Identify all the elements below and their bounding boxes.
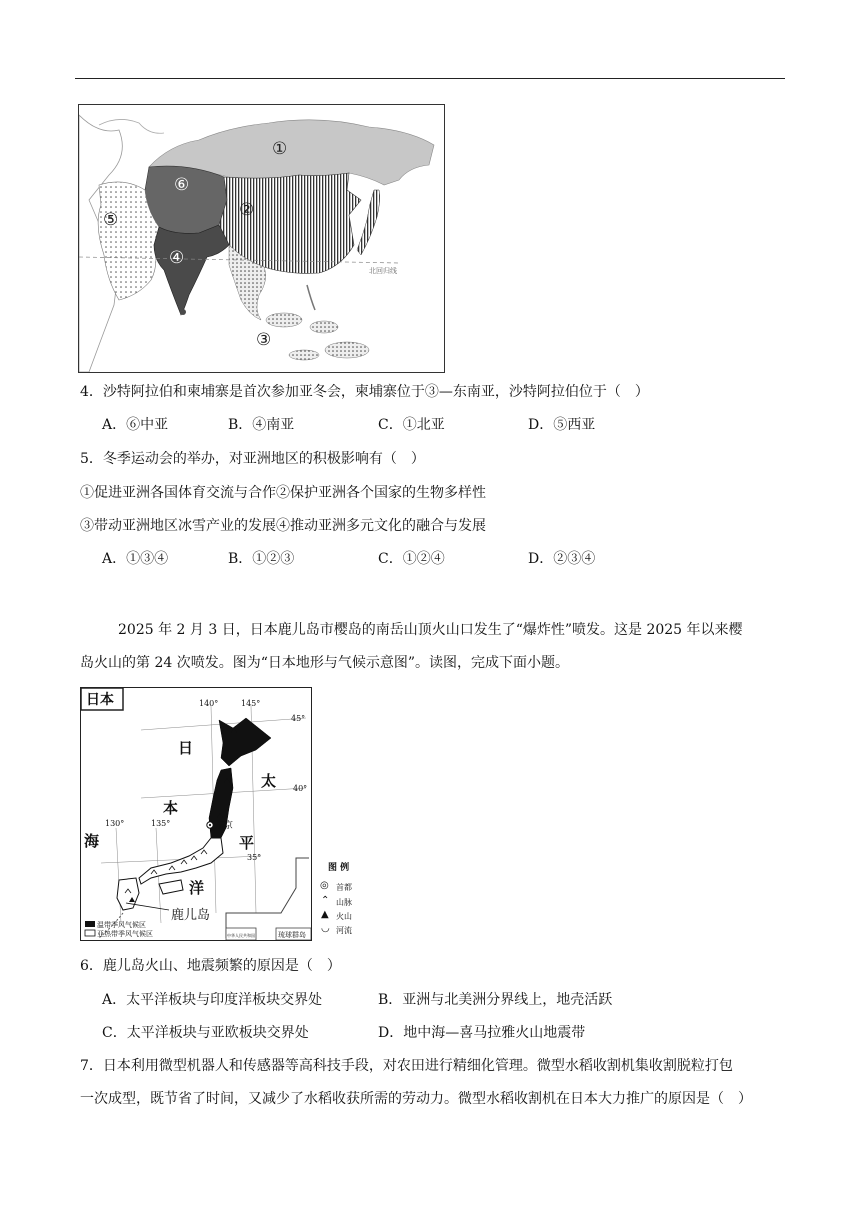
label-region-4: ④ (169, 248, 185, 268)
inset-label-ryukyu: 琉球群岛 (278, 931, 306, 939)
q4-option-c[interactable]: C．①北亚 (378, 417, 445, 433)
sea-char-1: 日 (178, 739, 194, 757)
lat-45: 45° (291, 714, 306, 723)
q6-stem: 6．鹿儿岛火山、地震频繁的原因是（ ） (80, 958, 341, 974)
legend-mountain: 山脉 (336, 898, 352, 907)
q7-line2: 一次成型，既节省了时间，又减少了水稻收获所需的劳动力。微型水稻收割机在日本大力推广的原因是（ ） (80, 1091, 752, 1107)
q4-option-b[interactable]: B．④南亚 (228, 417, 295, 433)
q6-option-d[interactable]: D．地中海—喜马拉雅火山地震带 (378, 1025, 586, 1041)
label-region-1: ① (272, 139, 288, 159)
label-region-3: ③ (256, 330, 272, 350)
region-south-asia (154, 225, 229, 315)
capital-legend-icon: ◎ (320, 880, 329, 891)
ocean-char-2: 平 (239, 834, 255, 852)
sea-char-2: 本 (163, 799, 179, 817)
climate-legend-temperate: 温带季风气候区 (97, 921, 146, 929)
header-rule (75, 78, 785, 79)
legend-river: 河流 (336, 926, 352, 935)
q4-option-a[interactable]: A．⑥中亚 (102, 417, 169, 433)
label-region-2: ② (239, 200, 255, 220)
legend-volcano: 火山 (336, 912, 352, 921)
lat-40: 40° (293, 784, 308, 793)
q5-option-a[interactable]: A．①③④ (102, 551, 169, 567)
lat-35: 35° (247, 853, 262, 862)
q6-option-a[interactable]: A．太平洋板块与印度洋板块交界处 (102, 992, 323, 1008)
japan-map-svg (81, 688, 311, 940)
label-region-5: ⑤ (103, 210, 119, 230)
asia-regions-map (78, 104, 445, 373)
lon-145: 145° (241, 699, 261, 708)
q6-option-c[interactable]: C．太平洋板块与亚欧板块交界处 (102, 1025, 309, 1041)
q4-stem: 4．沙特阿拉伯和柬埔寨是首次参加亚冬会，柬埔寨位于③—东南亚，沙特阿拉伯位于（ ） (80, 384, 649, 400)
q5-stem: 5．冬季运动会的举办，对亚洲地区的积极影响有（ ） (80, 451, 425, 467)
q4-option-d[interactable]: D．⑤西亚 (528, 417, 596, 433)
kagoshima-label: 鹿儿岛 (171, 908, 211, 923)
legend-capital: 首都 (336, 883, 352, 892)
label-region-6: ⑥ (174, 175, 190, 195)
q7-line1: 7．日本利用微型机器人和传感器等高科技手段，对农田进行精细化管理。微型水稻收割机集收割脱粒打包 (80, 1058, 733, 1074)
ocean-char-3: 洋 (189, 879, 205, 897)
river-legend-icon: ◡ (321, 923, 330, 934)
lon-140: 140° (199, 699, 219, 708)
q6-option-b[interactable]: B．亚洲与北美洲分界线上，地壳活跃 (378, 992, 613, 1008)
q5-items-line1: ①促进亚洲各国体育交流与合作②保护亚洲各个国家的生物多样性 (80, 485, 486, 501)
sea-char-3: 海 (84, 832, 100, 850)
capital-label: 东京 (215, 821, 234, 831)
q5-option-d[interactable]: D．②③④ (528, 551, 596, 567)
label-tropic: 北回归线 (369, 267, 397, 275)
q5-items-line2: ③带动亚洲地区冰雪产业的发展④推动亚洲多元文化的融合与发展 (80, 518, 486, 534)
mountain-legend-icon: ⌃ (321, 895, 330, 906)
q5-option-c[interactable]: C．①②④ (378, 551, 445, 567)
climate-legend-subtropical: 亚热带季风气候区 (97, 930, 153, 938)
q5-option-b[interactable]: B．①②③ (228, 551, 295, 567)
intro-line2: 岛火山的第 24 次喷发。图为“日本地形与气候示意图”。读图，完成下面小题。 (80, 655, 570, 671)
legend-title: 图 例 (328, 863, 350, 873)
asia-map-svg (79, 105, 444, 372)
volcano-legend-icon: ▲ (321, 909, 329, 920)
lon-130: 130° (105, 819, 125, 828)
lon-135: 135° (151, 819, 171, 828)
intro-line1: 2025 年 2 月 3 日，日本鹿儿岛市樱岛的南岳山顶火山口发生了“爆炸性”喷发。这是 2025 年以来樱 (118, 622, 743, 638)
japan-map-title: 日本 (86, 692, 114, 708)
ocean-char-1: 太 (261, 772, 277, 790)
japan-map (80, 687, 312, 941)
inset-label-prc: 中华人民共和国 (227, 933, 255, 938)
